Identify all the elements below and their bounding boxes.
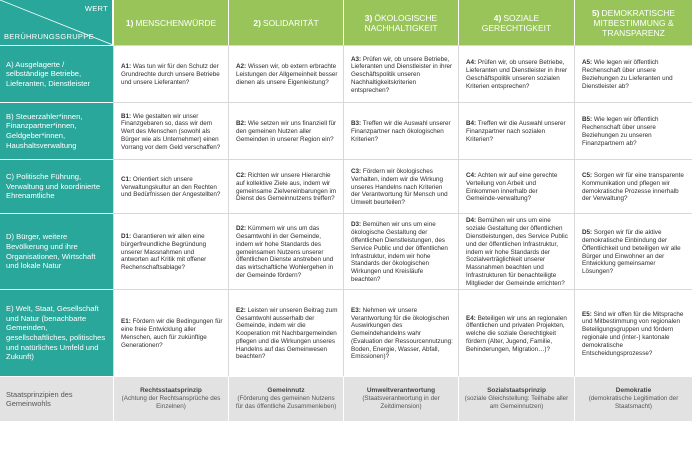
- cell-question: Prüfen wir, ob unsere Betriebe, Lieferanten und Dienstleister in ihrer Geschäftspolitik unseren Nachhaltigkeitskriterien entsprechen?: [351, 55, 453, 94]
- matrix-cell-c5: [574, 159, 692, 213]
- cell-code: E1:: [121, 318, 131, 326]
- cell-code: E4:: [466, 314, 476, 322]
- column-number: 1): [125, 17, 134, 28]
- row-label: C) Politische Führung, Verwaltung und koordinierte Ehrenamtliche: [6, 172, 101, 201]
- matrix-cell-b1: [113, 102, 228, 159]
- row-label: A) Ausgelagerte / selbständige Betriebe, Lieferanten, Dienstleister: [6, 59, 90, 88]
- cell-code: A5:: [582, 59, 593, 67]
- cell-question: Wie legen wir öffentlich Rechenschaft über unsere Beziehungen zu Lieferanten und Dienstleister ab?: [582, 59, 673, 90]
- cell-code: D1:: [121, 233, 132, 240]
- cell-code: C4:: [466, 171, 477, 179]
- cell-question: Treffen wir die Auswahl unserer Finanzpartner nach sozialen Kriterien?: [466, 120, 566, 143]
- row-header-citizens: [0, 213, 113, 289]
- footer-principle-democracy: [574, 376, 692, 421]
- column-number: 5): [591, 7, 600, 18]
- matrix-cell-e5: [574, 289, 692, 376]
- column-number: 4): [493, 12, 502, 23]
- cell-question: Treffen wir die Auswahl unserer Finanzpartner nach ökologischen Kriterien?: [351, 120, 451, 143]
- column-label: DEMOKRATISCHE MITBESTIMMUNG & TRANSPARENZ: [593, 7, 676, 38]
- cell-code: B5:: [582, 116, 593, 124]
- column-header-solidarity: [228, 0, 343, 45]
- cell-question: Bemühen wir uns um eine soziale Gestaltung der öffentlichen Dienstleistungen, des Service Public und der öffentlichen Infrastruktur, indem wir hohe Standards der Sozialverträglichkeit unserer Massnahmen beachten und Infrastrukturen für benachteiligte Mitglieder der Gemeinde errichten?: [466, 217, 568, 287]
- value-axis-label: WERT: [84, 4, 108, 13]
- matrix-cell-c1: [113, 159, 228, 213]
- column-number: 2): [253, 17, 261, 28]
- cell-question: Wissen wir, ob extern erbrachte Leistungen der Allgemeinheit besser dienen als unsere Eigenleistung?: [236, 63, 338, 86]
- principle-subtitle: (soziale Gleichstellung: Teilhabe aller am Gemeinnutzen): [464, 395, 569, 410]
- principle-subtitle: (Förderung des gemeinen Nutzens für das öffentliche Zusammenleben): [235, 395, 337, 410]
- cell-question: Wie setzen wir uns finanziell für den gemeinen Nutzen aller Gemeinden in unserer Region ein?: [236, 120, 337, 143]
- cell-question: Wie legen wir öffentlich Rechenschaft über unsere Beziehungen zu unseren Finanzpartnern ab?: [582, 116, 659, 147]
- matrix-cell-a4: [458, 45, 574, 102]
- cell-question: Leisten wir unseren Beitrag zum Gesamtwohl ausserhalb der Gemeinde, indem wir die Kooperation mit Nachbargemeinden pflegen und die Wirkungen unseres Handelns auf das Gemeinwesen beachten?: [236, 306, 338, 361]
- column-header-justice: [458, 0, 574, 45]
- cell-question: Bemühen wir uns um eine ökologische Gestaltung der öffentlichen Dienstleistungen, des Service Public und der öffentlichen Infrastruktur, indem wir hohe Standards der ökologischen Wirkungen und Kreisläufe beachten?: [351, 221, 448, 283]
- cell-question: Prüfen wir, ob unsere Betriebe, Lieferanten und Dienstleister in ihrer Geschäftspolitik unseren sozialen Kriterien entsprechen?: [466, 59, 568, 90]
- matrix-cell-d3: [343, 213, 458, 289]
- group-axis-label: BERÜHRUNGSGRUPPE: [4, 32, 94, 41]
- row-label: E) Welt, Staat, Gesellschaft und Natur (benachbarte Gemeinden, gesellschaftliches, politisches und natürliches Umfeld und Zukunft): [6, 304, 106, 362]
- matrix-cell-a1: [113, 45, 228, 102]
- column-label: SOLIDARITÄT: [262, 17, 319, 28]
- cell-question: Garantieren wir allen eine bürgerfreundliche Begründung unserer Massnahmen und antworten auf Kritik mit offener Rechenschaftsablage?: [121, 233, 207, 272]
- cell-question: Nehmen wir unsere Verantwortung für die ökologischen Auswirkungen des Gemeindehandelns wahr (Evaluation der Ressourcennutzung: Boden, Energie, Wasser, Abfall, Emissionen)?: [351, 306, 453, 361]
- footer-principle-common-benefit: [228, 376, 343, 421]
- footer-row-label: [0, 376, 113, 421]
- matrix-cell-e1: [113, 289, 228, 376]
- cell-code: C5:: [582, 171, 593, 179]
- footer-principle-social-state: [458, 376, 574, 421]
- principle-title: Gemeinnutz: [267, 387, 305, 395]
- footer-principle-environment: [343, 376, 458, 421]
- matrix-cell-e4: [458, 289, 574, 376]
- matrix-cell-c4: [458, 159, 574, 213]
- cell-question: Sorgen wir für die aktive demokratische Einbindung der Öffentlichkeit und beteiligen wir alle Bürger und Einwohner an der Entwicklung gemeinsamer Lösungen?: [582, 229, 681, 276]
- matrix-cell-b3: [343, 102, 458, 159]
- cell-question: Achten wir auf eine gerechte Verteilung von Arbeit und Einkommen innerhalb der Gemeinde-verwaltung?: [466, 171, 558, 203]
- footer-label: Staatsprinzipien des Gemeinwohls: [6, 390, 73, 408]
- matrix-cell-a3: [343, 45, 458, 102]
- cell-code: E2:: [236, 306, 246, 314]
- column-label: ÖKOLOGISCHE NACHHALTIGKEIT: [364, 12, 438, 33]
- cell-question: Richten wir unsere Hierarchie auf kollektive Ziele aus, indem wir gemeinsame Zielvereinbarungen im Dienst des Gemeinnutzens treffen?: [236, 171, 337, 203]
- row-header-financiers: [0, 102, 113, 159]
- cell-code: A1:: [121, 63, 132, 71]
- matrix-corner: [0, 0, 113, 45]
- row-header-world: [0, 289, 113, 376]
- matrix-cell-d5: [574, 213, 692, 289]
- matrix-cell-d4: [458, 213, 574, 289]
- row-header-administration: [0, 159, 113, 213]
- cell-code: E5:: [582, 310, 592, 318]
- matrix-cell-d1: [113, 213, 228, 289]
- cell-code: D4:: [466, 217, 477, 225]
- principle-title: Demokratie: [615, 387, 652, 395]
- cell-code: B4:: [466, 120, 477, 128]
- principle-subtitle: (demokratische Legitimation der Staatsmacht): [588, 395, 679, 410]
- matrix-cell-b5: [574, 102, 692, 159]
- principle-subtitle: (Staatsverantwortung in der Zeitdimension): [362, 395, 440, 410]
- cell-question: Beteiligen wir uns an regionalen öffentlichen und privaten Projekten, welche die soziale Gerechtigkeit fördern (Alter, Jugend, Familie, Behinderungen, Migration…)?: [466, 314, 567, 353]
- principle-title: Sozialstaatsprinzip: [487, 387, 546, 395]
- column-header-democracy: [574, 0, 692, 45]
- cell-code: C3:: [351, 168, 362, 175]
- cell-code: E3:: [351, 306, 361, 314]
- cell-question: Was tun wir für den Schutz der Grundrechte durch unsere Betriebe und unsere Lieferanten?: [121, 63, 220, 86]
- cell-code: A4:: [466, 59, 477, 67]
- row-label: D) Bürger, weitere Bevölkerung und ihre Organisationen, Wirtschaft und lokale Natur: [6, 232, 96, 271]
- cell-code: B2:: [236, 120, 247, 128]
- column-header-ecology: [343, 0, 458, 45]
- cell-code: D2:: [236, 225, 247, 233]
- cell-code: B3:: [351, 120, 362, 128]
- cell-question: Wie gestalten wir unser Finanzgebaren so, dass wir dem Wert des Menschen (sowohl als Bürger wie als Unternehmer) einen Vorrang vor dem Geld verschaffen?: [121, 112, 221, 151]
- cell-code: D5:: [582, 229, 593, 237]
- matrix-cell-e3: [343, 289, 458, 376]
- column-label: SOZIALE GERECHTIGKEIT: [481, 12, 552, 33]
- principle-title: Umweltverantwortung: [366, 387, 436, 395]
- matrix-cell-c2: [228, 159, 343, 213]
- column-label: MENSCHENWÜRDE: [135, 17, 217, 28]
- cell-code: C2:: [236, 171, 247, 179]
- cell-question: Sorgen wir für eine transparente Kommunikation und pflegen wir demokratische Prozesse innerhalb der Verwaltung?: [582, 171, 684, 203]
- cell-question: Kümmern wir uns um das Gesamtwohl in der Gemeinde, indem wir hohe Standards des gemeinsamen Nutzens unserer öffentlichen Dienste anstreben und das wirtschaftliche Wohlergehen in der Gemeinde fördern?: [236, 225, 334, 279]
- column-number: 3): [364, 12, 373, 23]
- row-header-suppliers: [0, 45, 113, 102]
- cell-code: A3:: [351, 55, 362, 63]
- cell-question: Fördern wir ökologisches Verhalten, indem wir die Wirkung unseres Handelns nach Kriterien der Verantwortung für Mensch und Umwelt beurteilen?: [351, 168, 448, 207]
- matrix-cell-b4: [458, 102, 574, 159]
- cell-code: C1:: [121, 175, 132, 183]
- cell-code: D3:: [351, 221, 362, 229]
- cell-question: Sind wir offen für die Mitsprache und Mitbestimmung von regionalen Beteiligungsgruppen und fördern regionale und (inter-) kantonale demokratische Entscheidungsprozesse?: [582, 310, 684, 357]
- cell-code: B1:: [121, 112, 132, 120]
- matrix-cell-b2: [228, 102, 343, 159]
- footer-principle-rule-of-law: [113, 376, 228, 421]
- cell-code: A2:: [236, 63, 247, 71]
- cell-question: Orientiert sich unsere Verwaltungskultur an den Rechten und Bedürfnissen der Angestellten?: [121, 175, 221, 199]
- matrix-cell-a5: [574, 45, 692, 102]
- principle-subtitle: (Achtung der Rechtsansprüche des Einzelnen): [121, 395, 221, 410]
- cell-question: Fördern wir die Bedingungen für eine freie Entwicklung aller Menschen, auch für zukünftige Generationen?: [121, 318, 223, 349]
- column-header-dignity: [113, 0, 228, 45]
- matrix-cell-d2: [228, 213, 343, 289]
- matrix-cell-e2: [228, 289, 343, 376]
- matrix-cell-c3: [343, 159, 458, 213]
- row-label: B) Steuerzahler*innen, Finanzpartner*innen, Geldgeber*innen, Haushaltsverwaltung: [6, 111, 83, 150]
- principle-title: Rechtsstaatsprinzip: [140, 387, 202, 395]
- matrix-cell-a2: [228, 45, 343, 102]
